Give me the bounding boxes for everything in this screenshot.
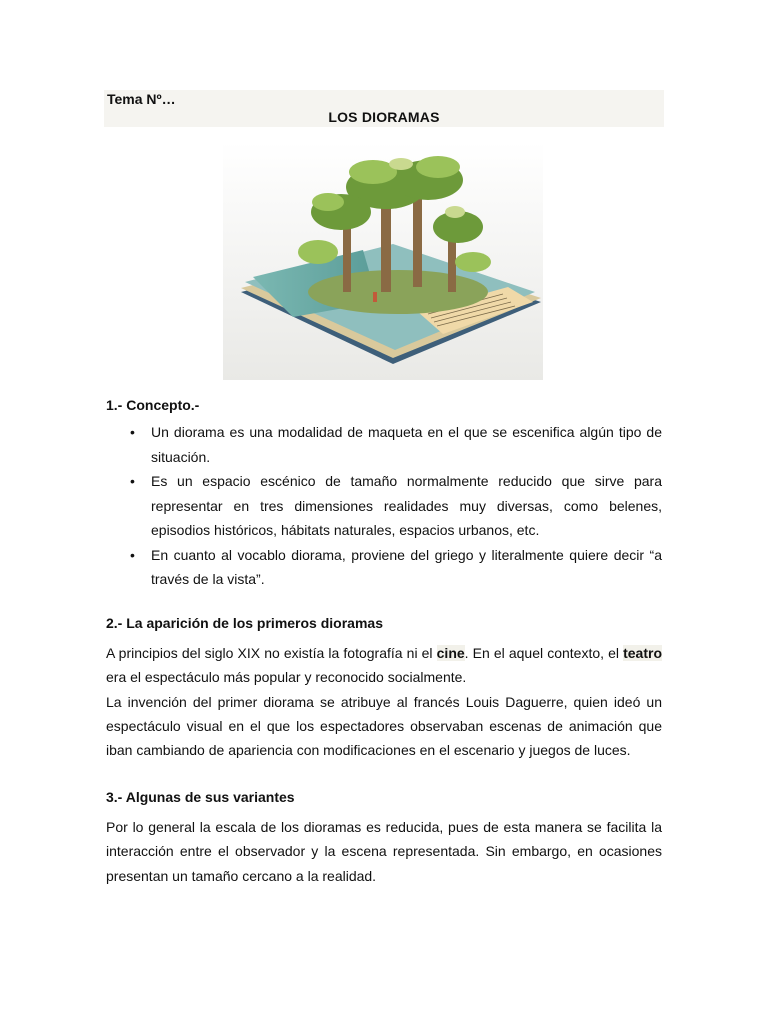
paragraph-aparicion: A principios del siglo XIX no existía la fotografía ni el cine. En el aquel contexto, el teatro era el espectáculo más popular y reconocido socialmente. La invención del primer diorama se atribuye al francés Louis Daguerre, quien ideó un espectáculo visual en el que los espectadores observaban escenas de animación que iban cambiando de apariencia con modificaciones en el escenario y juegos de luces. — [106, 645, 662, 759]
section-heading-variantes: 3.- Algunas de sus variantes — [106, 789, 295, 805]
list-item: • Es un espacio escénico de tamaño normalmente reducido que sirve para representar en tres dimensiones realidades muy diversas, como belenes, episodios históricos, hábitats naturales, espacios urbanos, etc. — [106, 469, 662, 543]
bullet-icon: • — [130, 546, 135, 563]
concepto-list — [106, 420, 662, 592]
highlight-teatro: teatro — [623, 645, 662, 661]
highlight-cine: cine — [436, 645, 465, 661]
list-item: • Un diorama es una modalidad de maqueta en el que se escenifica algún tipo de situación. — [106, 420, 662, 469]
bullet-icon: • — [130, 424, 135, 440]
section-heading-concepto: 1.- Concepto.- — [106, 397, 200, 413]
page-title: LOS DIORAMAS — [328, 109, 440, 125]
paragraph-variantes: Por lo general la escala de los dioramas es reducida, pues de esta manera se facilita la interacción entre el observador y la escena representada. Sin embargo, en ocasiones presentan un tamaño cercano a la realidad. — [106, 819, 662, 884]
tema-label: Tema Nº… — [107, 91, 176, 107]
pop-up-book-diorama-illustration — [223, 142, 543, 380]
bullet-icon: • — [130, 473, 135, 489]
section-heading-aparicion: 2.- La aparición de los primeros dioramas — [106, 615, 383, 631]
list-item: • En cuanto al vocablo diorama, proviene del griego y literalmente quiere decir “a través de la vista”. — [106, 543, 662, 592]
